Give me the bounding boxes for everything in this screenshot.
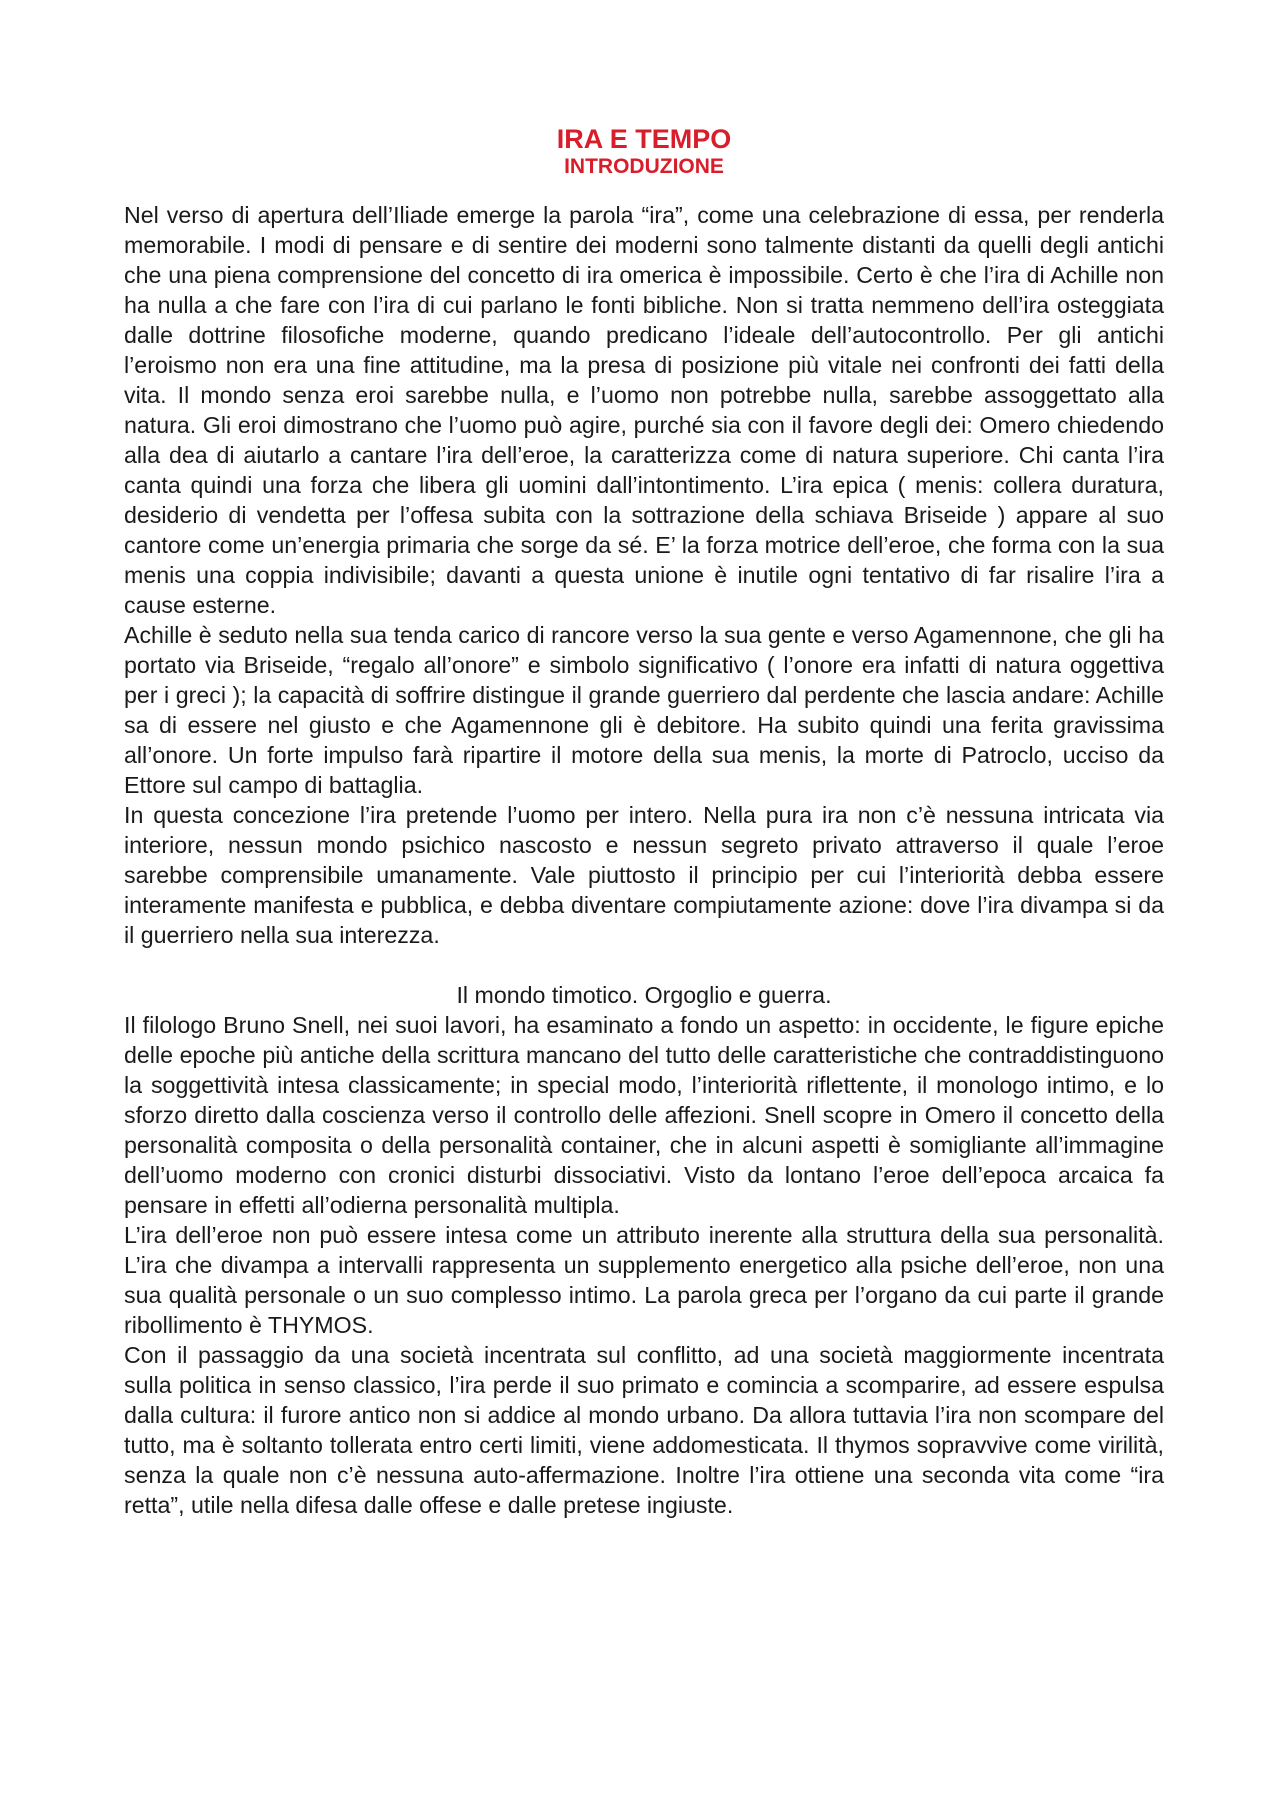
paragraph-section-2: L’ira dell’eroe non può essere intesa come un attributo inerente alla struttura della sua personalità. L’ira che divampa a intervalli rappresenta un supplemento energetico alla psiche dell’eroe, non una sua qualità personale o un suo complesso intimo. La parola greca per l’organo da cui parte il grande ribollimento è THYMOS. [124, 1222, 1164, 1338]
paragraph-intro-3: In questa concezione l’ira pretende l’uomo per intero. Nella pura ira non c’è nessuna intricata via interiore, nessun mondo psichico nascosto e nessun segreto privato attraverso il quale l’eroe sarebbe comprensibile umanamente. Vale piuttosto il principio per cui l’interiorità debba essere interamente manifesta e pubblica, e debba diventare compiutamente azione: dove l’ira divampa si da il guerriero nella sua interezza. [124, 802, 1164, 948]
section-spacer [124, 950, 1164, 980]
paragraph-intro-1: Nel verso di apertura dell’Iliade emerge la parola “ira”, come una celebrazione di essa, per renderla memorabile. I modi di pensare e di sentire dei moderni sono talmente distanti da quelli degli antichi che una piena comprensione del concetto di ira omerica è impossibile. Certo è che l’ira di Achille non ha nulla a che fare con l’ira di cui parlano le fonti bibliche. Non si tratta nemmeno dell’ira osteggiata dalle dottrine filosofiche moderne, quando predicano l’ideale dell’autocontrollo. Per gli antichi l’eroismo non era una fine attitudine, ma la presa di posizione più vitale nei confronti dei fatti della vita. Il mondo senza eroi sarebbe nulla, e l’uomo non potrebbe nulla, sarebbe assoggettato alla natura. Gli eroi dimostrano che l’uomo può agire, purché sia con il favore degli dei: Omero chiedendo alla dea di aiutarlo a cantare l’ira dell’eroe, la caratterizza come di natura superiore. Chi canta l’ira canta quindi una forza che libera gli uomini dall’intontimento. L’ira epica ( menis: collera duratura, desiderio di vendetta per l’offesa subita con la sottrazione della schiava Briseide ) appare al suo cantore come un’energia primaria che sorge da sé. E’ la forza motrice dell’eroe, che forma con la sua menis una coppia indivisibile; davanti a questa unione è inutile ogni tentativo di far risalire l’ira a cause esterne. [124, 202, 1164, 618]
document-subtitle: INTRODUZIONE [564, 155, 724, 178]
paragraph-section-1: Il filologo Bruno Snell, nei suoi lavori, ha esaminato a fondo un aspetto: in occidente, le figure epiche delle epoche più antiche della scrittura mancano del tutto delle caratteristiche che contraddistinguono la soggettività intesa classicamente; in special modo, l’interiorità riflettente, il monologo intimo, e lo sforzo diretto dalla coscienza verso il controllo delle affezioni. Snell scopre in Omero il concetto della personalità composita o della personalità container, che in alcuni aspetti è somigliante all’immagine dell’uomo moderno con cronici disturbi dissociativi. Visto da lontano l’eroe dell’epoca arcaica fa pensare in effetti all’odierna personalità multipla. [124, 1012, 1164, 1218]
section-heading: Il mondo timotico. Orgoglio e guerra. [456, 982, 832, 1008]
document-page [124, 124, 1164, 1520]
paragraph-section-3: Con il passaggio da una società incentrata sul conflitto, ad una società maggiormente incentrata sulla politica in senso classico, l’ira perde il suo primato e comincia a scomparire, ad essere espulsa dalla cultura: il furore antico non si addice al mondo urbano. Da allora tuttavia l’ira non scompare del tutto, ma è soltanto tollerata entro certi limiti, viene addomesticata. Il thymos sopravvive come virilità, senza la quale non c’è nessuna auto-affermazione. Inoltre l’ira ottiene una seconda vita come “ira retta”, utile nella difesa dalle offese e dalle pretese ingiuste. [124, 1342, 1164, 1518]
document-title: IRA E TEMPO [556, 124, 732, 154]
paragraph-intro-2: Achille è seduto nella sua tenda carico di rancore verso la sua gente e verso Agamennone, che gli ha portato via Briseide, “regalo all’onore” e simbolo significativo ( l’onore era infatti di natura oggettiva per i greci ); la capacità di soffrire distingue il grande guerriero dal perdente che lascia andare: Achille sa di essere nel giusto e che Agamennone gli è debitore. Ha subito quindi una ferita gravissima all’onore. Un forte impulso farà ripartire il motore della sua menis, la morte di Patroclo, ucciso da Ettore sul campo di battaglia. [124, 622, 1164, 798]
